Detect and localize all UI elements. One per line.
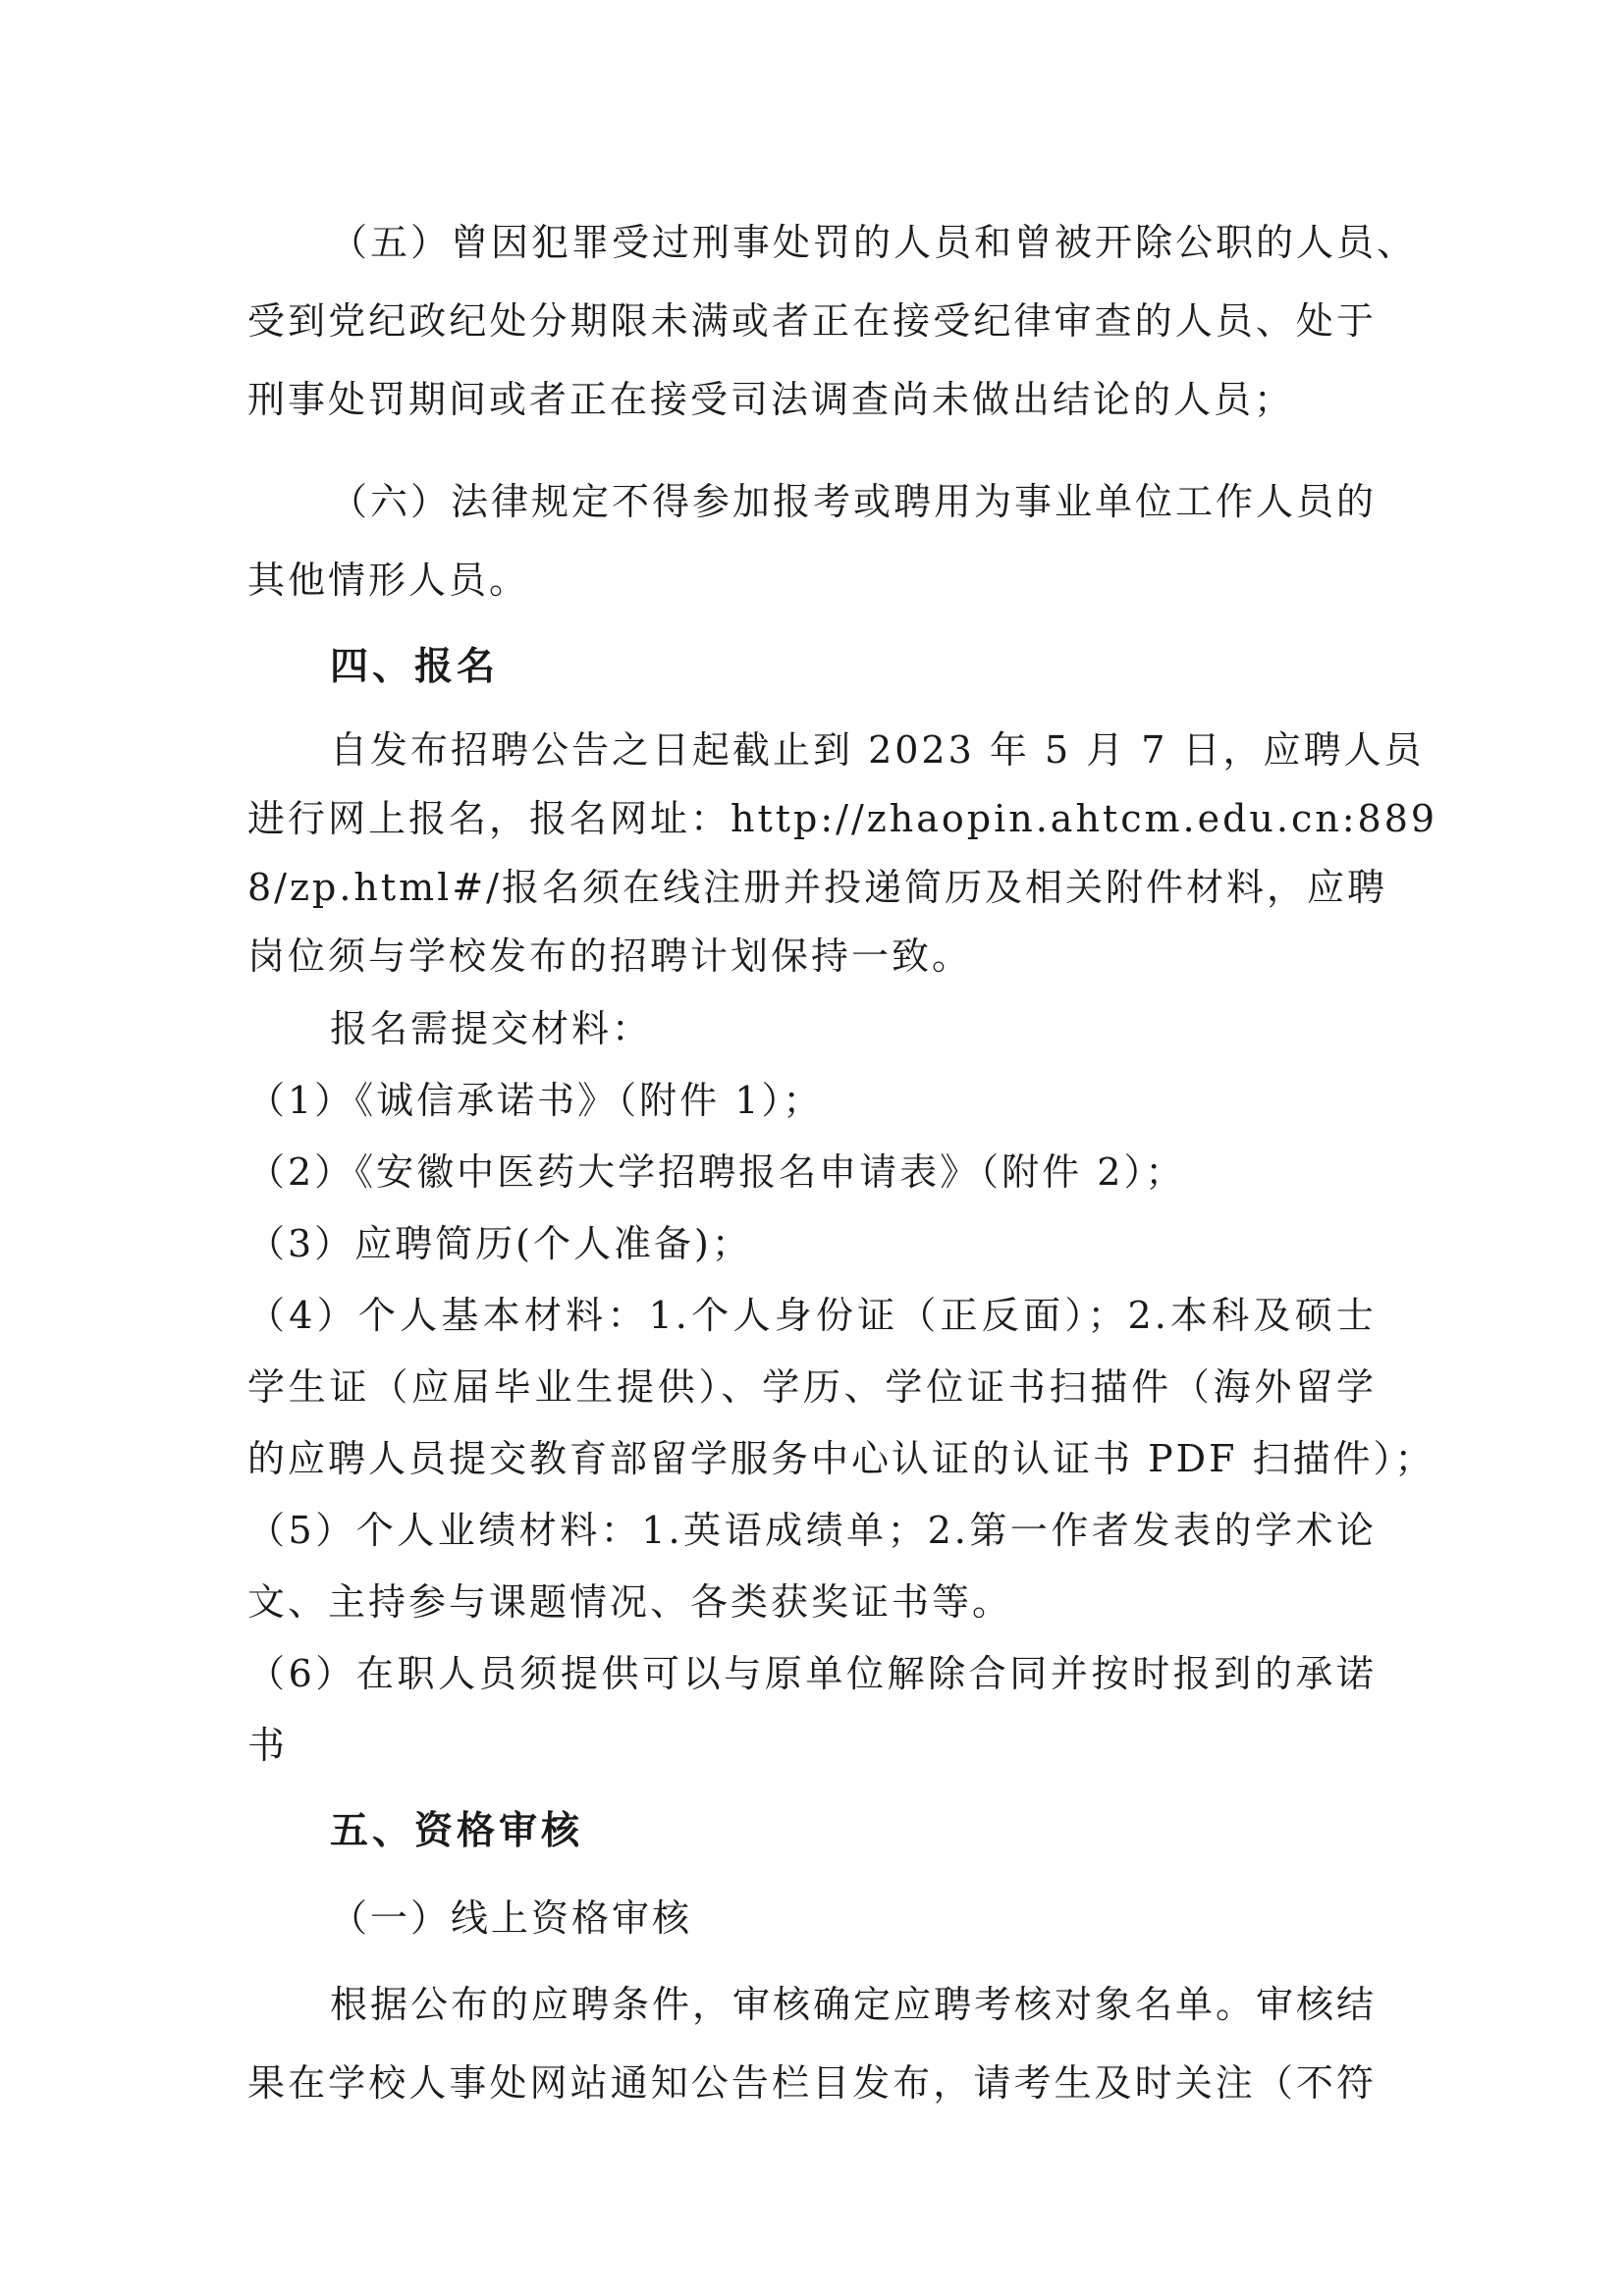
materials-intro: 报名需提交材料： xyxy=(330,1007,653,1050)
review-para-line-2: 果在学校人事处网站通知公告栏目发布，请考生及时关注（不符 xyxy=(247,2061,1377,2105)
review-para-line-1: 根据公布的应聘条件，审核确定应聘考核对象名单。审核结 xyxy=(330,1983,1378,2026)
material-item-4-line-2: 学生证（应届毕业生提供）、学历、学位证书扫描件（海外留学 xyxy=(247,1365,1377,1409)
clause-5-line-1: （五）曾因犯罪受过刑事处罚的人员和曾被开除公职的人员、 xyxy=(330,221,1418,264)
material-item-4-line-1: （4）个人基本材料：1.个人身份证（正反面）；2.本科及硕士 xyxy=(247,1294,1377,1337)
clause-5-line-3: 刑事处罚期间或者正在接受司法调查尚未做出结论的人员； xyxy=(247,378,1295,421)
subsection-online-review: （一）线上资格审核 xyxy=(330,1896,693,1940)
registration-para-line-2: 进行网上报名，报名网址：http://zhaopin.ahtcm.edu.cn:889 xyxy=(247,797,1438,840)
material-item-4-line-3: 的应聘人员提交教育部留学服务中心认证的认证书 PDF 扫描件）； xyxy=(247,1437,1435,1480)
clause-6-line-2: 其他情形人员。 xyxy=(247,559,530,602)
registration-para-line-1: 自发布招聘公告之日起截止到 2023 年 5 月 7 日，应聘人员 xyxy=(330,728,1425,772)
material-item-5-line-1: （5）个人业绩材料：1.英语成绩单；2.第一作者发表的学术论 xyxy=(247,1509,1377,1552)
material-item-6-line-2: 书 xyxy=(247,1724,289,1767)
material-item-3: （3）应聘简历(个人准备)； xyxy=(247,1222,752,1265)
material-item-6-line-1: （6）在职人员须提供可以与原单位解除合同并按时报到的承诺 xyxy=(247,1652,1377,1695)
registration-para-line-4: 岗位须与学校发布的招聘计划保持一致。 xyxy=(247,934,973,978)
section-5-heading: 五、资格审核 xyxy=(330,1809,584,1853)
material-item-5-line-2: 文、主持参与课题情况、各类获奖证书等。 xyxy=(247,1580,1013,1624)
material-item-1: （1）《诚信承诺书》（附件 1）； xyxy=(247,1079,824,1122)
registration-para-line-3: 8/zp.html#/报名须在线注册并投递简历及相关附件材料，应聘 xyxy=(247,866,1387,909)
section-4-heading: 四、报名 xyxy=(330,645,500,689)
clause-6-line-1: （六）法律规定不得参加报考或聘用为事业单位工作人员的 xyxy=(330,480,1378,523)
material-item-2: （2）《安徽中医药大学招聘报名申请表》（附件 2）； xyxy=(247,1150,1186,1194)
clause-5-line-2: 受到党纪政纪处分期限未满或者正在接受纪律审查的人员、处于 xyxy=(247,299,1377,343)
